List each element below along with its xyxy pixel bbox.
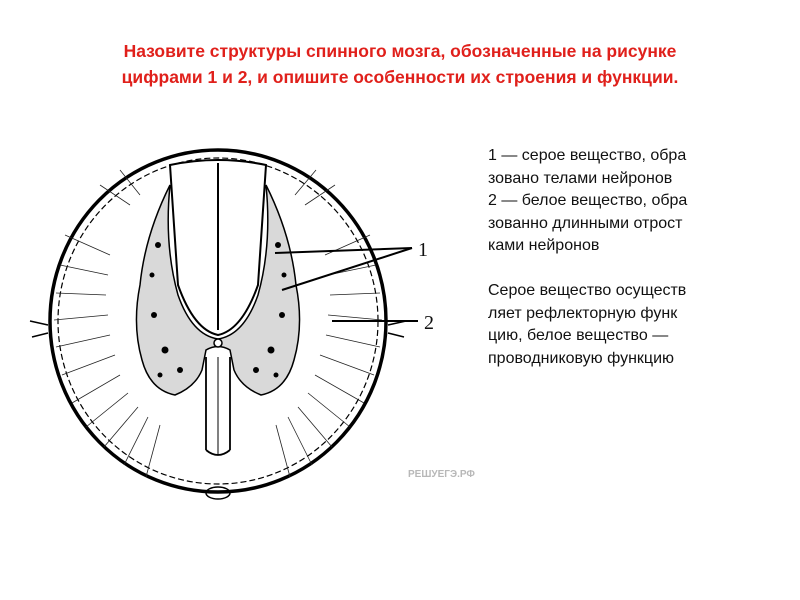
title-line-1: Назовите структуры спинного мозга, обозначенные на рисунке	[123, 41, 677, 61]
spinal-cord-diagram	[20, 125, 475, 520]
answer-line: 2 — белое вещество, обра	[488, 192, 688, 209]
answer-line: ляет рефлекторную функ	[488, 304, 678, 322]
answer-line: Серое вещество осуществ	[488, 282, 687, 299]
slide-title	[30, 38, 770, 90]
left-dorsal-root	[30, 321, 48, 337]
answer-text	[488, 145, 778, 370]
title-line-2: цифрами 1 и 2, и опишите особенности их строения и функции.	[121, 67, 679, 87]
answer-gap	[488, 258, 778, 281]
central-canal	[214, 339, 222, 347]
answer-line: 1 — серое вещество, обра	[488, 147, 687, 164]
label-2: 2	[424, 312, 434, 334]
leader-1a	[275, 248, 412, 253]
leader-1b	[282, 248, 412, 290]
answer-line: проводниковую функцию	[488, 349, 675, 367]
answer-line: зовано телами нейронов	[488, 169, 673, 187]
answer-line: ками нейронов	[488, 237, 600, 254]
answer-line: зованно длинными отрост	[488, 214, 683, 232]
label-1: 1	[418, 239, 428, 261]
right-dorsal-root	[388, 321, 406, 337]
answer-line: цию, белое вещество —	[488, 327, 669, 344]
watermark: РЕШУЕГЭ.РФ	[408, 469, 475, 480]
